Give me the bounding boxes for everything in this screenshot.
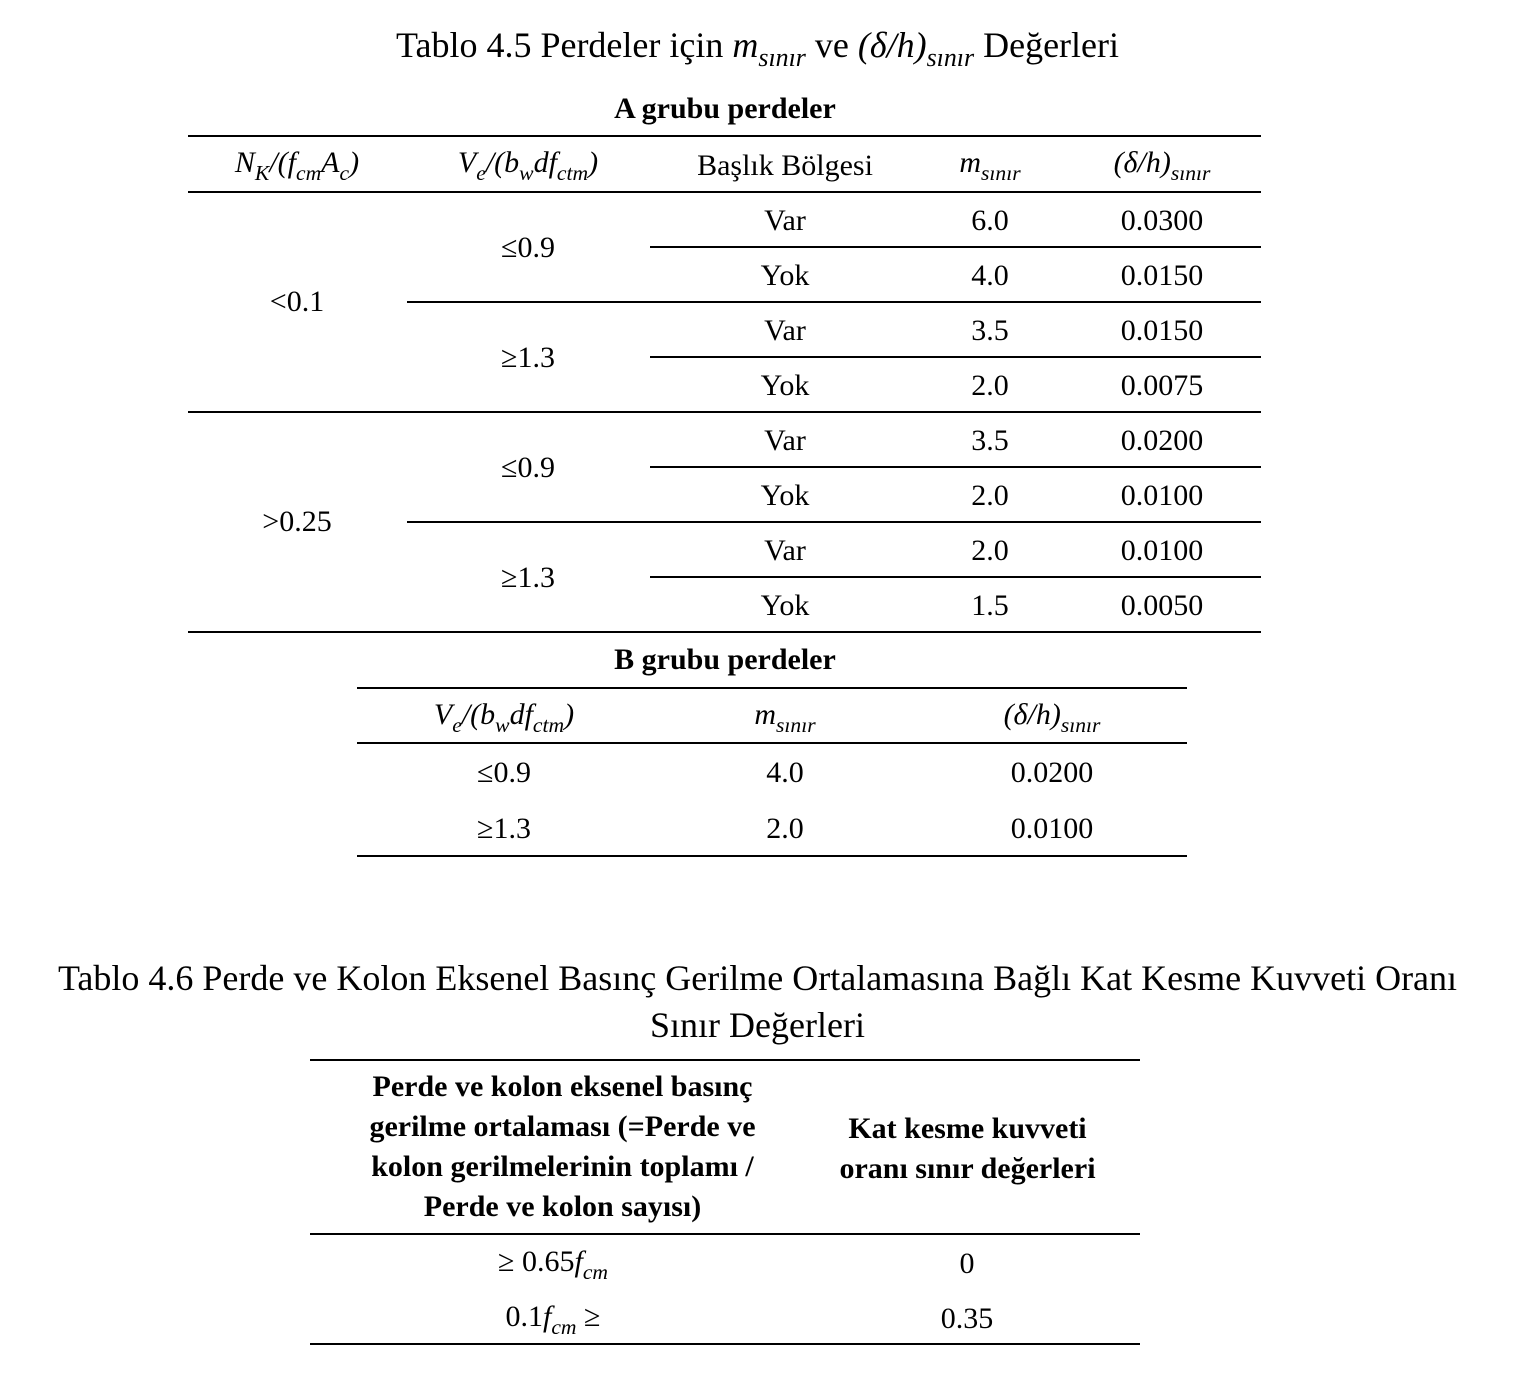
row-rule (650, 246, 1261, 248)
m-cell: 3.5 (971, 424, 1009, 457)
caption-dh-symbol: $(\delta/h)_{sınır}$ (857, 25, 975, 73)
baslik-cell: Var (764, 424, 806, 457)
row-rule (650, 356, 1261, 358)
group-a-header-rule (188, 191, 1261, 193)
dh-cell: 0.0100 (1120, 479, 1204, 512)
caption-text-degerleri: Değerleri (974, 25, 1120, 65)
dh-cell: 0.0075 (1120, 369, 1204, 402)
header-dh-sinir: $(\delta/h)_{sınır}$ (1113, 146, 1211, 185)
dh-cell: 0.0150 (1120, 314, 1204, 347)
row-rule (650, 576, 1261, 578)
baslik-cell: Yok (760, 259, 810, 292)
baslik-cell: Var (764, 204, 806, 237)
header-ve-ratio: $V_e/(b_wdf_{ctm})$ (457, 146, 599, 185)
dh-cell: 0.0100 (1120, 534, 1204, 567)
header-left-line: Perde ve kolon sayısı) (423, 1190, 702, 1223)
dh-cell: 0.0150 (1120, 259, 1204, 292)
header-m-sinir: $m_{sınır}$ (959, 146, 1021, 185)
group-b-header-rule (357, 742, 1187, 744)
group-b-top-rule (357, 687, 1187, 689)
m-cell: 4.0 (971, 259, 1009, 292)
group-b-title: B grubu perdeler (614, 643, 836, 676)
ve-cell: ≥1.3 (501, 561, 555, 594)
table-4-6-caption-line2: Sınır Değerleri (650, 1005, 865, 1045)
baslik-cell: Yok (760, 479, 810, 512)
nk-cell: >0.25 (262, 505, 332, 538)
ratio-cell: 0.35 (940, 1302, 994, 1335)
table-4-6-bottom-rule (310, 1343, 1140, 1345)
table-4-6-caption-line1: Tablo 4.6 Perde ve Kolon Eksenel Basınç Gerilme Ortalamasına Bağlı Kat Kesme Kuvveti Oranı (57, 958, 1458, 998)
b-dh-cell: 0.0200 (1010, 756, 1094, 789)
header-baslik-bolgesi: Başlık Bölgesi (697, 149, 873, 182)
table-4-6-header-left (310, 1067, 815, 1227)
group-a-bottom-rule (188, 631, 1261, 633)
table-4-6-header-right (815, 1109, 1120, 1189)
caption-text-ve: ve (805, 25, 858, 65)
m-cell: 1.5 (971, 589, 1009, 622)
header-left-line: Perde ve kolon eksenel basınç (372, 1070, 753, 1103)
b-header-dh-sinir: $(\delta/h)_{sınır}$ (1003, 698, 1101, 737)
group-a-title: A grubu perdeler (614, 92, 836, 125)
stress-cell: ≥ $0.65f_{cm}$ (498, 1245, 608, 1284)
m-cell: 2.0 (971, 479, 1009, 512)
header-left-line: kolon gerilmelerinin toplamı / (371, 1150, 754, 1183)
b-ve-cell: ≤0.9 (477, 756, 531, 789)
group-rule (188, 411, 1261, 413)
baslik-cell: Yok (760, 589, 810, 622)
group-b-bottom-rule (357, 855, 1187, 857)
nk-cell: <0.1 (269, 285, 325, 318)
b-m-cell: 2.0 (766, 812, 804, 845)
table-4-6-header-rule (310, 1233, 1140, 1235)
row-rule (650, 466, 1261, 468)
caption-m-symbol: $m_{sınır}$ (732, 25, 806, 73)
group-a-top-rule (188, 135, 1261, 137)
dh-cell: 0.0200 (1120, 424, 1204, 457)
baslik-cell: Var (764, 534, 806, 567)
caption-text: Tablo 4.5 Perdeler için (395, 25, 733, 65)
ratio-cell: 0 (959, 1247, 975, 1280)
subgroup-rule (407, 521, 1261, 523)
header-right-line: Kat kesme kuvveti (848, 1112, 1087, 1145)
dh-cell: 0.0050 (1120, 589, 1204, 622)
table-4-6-top-rule (310, 1059, 1140, 1061)
b-header-ve-ratio: $V_e/(b_wdf_{ctm})$ (433, 698, 575, 737)
m-cell: 2.0 (971, 534, 1009, 567)
stress-cell: $0.1f_{cm}$ ≥ (505, 1300, 601, 1339)
dh-cell: 0.0300 (1120, 204, 1204, 237)
m-cell: 3.5 (971, 314, 1009, 347)
header-nk-ratio: $N_K/(f_{cm}A_c)$ (234, 146, 360, 185)
baslik-cell: Yok (760, 369, 810, 402)
ve-cell: ≤0.9 (501, 451, 555, 484)
m-cell: 2.0 (971, 369, 1009, 402)
b-dh-cell: 0.0100 (1010, 812, 1094, 845)
subgroup-rule (407, 301, 1261, 303)
ve-cell: ≥1.3 (501, 341, 555, 374)
baslik-cell: Var (764, 314, 806, 347)
header-right-line: oranı sınır değerleri (839, 1152, 1096, 1185)
table-4-5-caption (0, 24, 1515, 73)
m-cell: 6.0 (971, 204, 1009, 237)
ve-cell: ≤0.9 (501, 231, 555, 264)
header-left-line: gerilme ortalaması (=Perde ve (369, 1110, 756, 1143)
b-ve-cell: ≥1.3 (477, 812, 531, 845)
b-header-m-sinir: $m_{sınır}$ (754, 698, 816, 737)
b-m-cell: 4.0 (766, 756, 804, 789)
